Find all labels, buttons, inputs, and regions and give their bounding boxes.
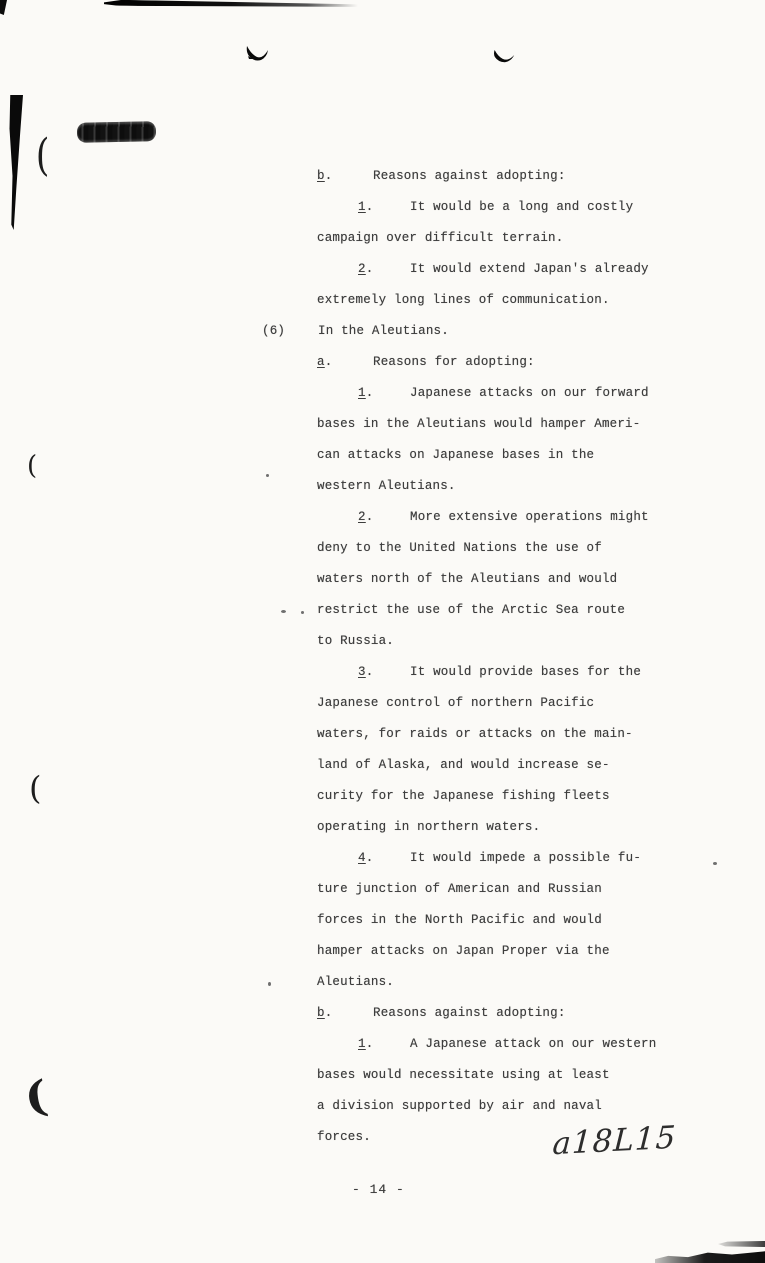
list-marker: 2. — [358, 262, 374, 276]
margin-paren-mark: ( — [20, 1070, 52, 1123]
line-text: operating in northern waters. — [317, 820, 541, 834]
line-text: It would extend Japan's already — [410, 262, 649, 276]
line-text: to Russia. — [317, 634, 395, 648]
document-line — [0, 509, 765, 540]
list-marker: 1. — [358, 386, 374, 400]
document-line — [0, 974, 765, 1005]
ink-blot-icon — [246, 45, 269, 61]
line-text: western Aleutians. — [317, 479, 456, 493]
document-line — [0, 912, 765, 943]
document-line — [0, 664, 765, 695]
list-marker: 3. — [358, 665, 374, 679]
bottom-edge-streak — [718, 1241, 765, 1247]
margin-paren-mark: ( — [29, 769, 42, 807]
margin-paren-mark: ( — [27, 451, 38, 481]
document-line — [0, 602, 765, 633]
line-text: extremely long lines of communication. — [317, 293, 610, 307]
document-line — [0, 261, 765, 292]
line-text: ture junction of American and Russian — [317, 882, 602, 896]
document-line — [0, 354, 765, 385]
torn-corner-mark — [0, 0, 7, 15]
document-line — [0, 230, 765, 261]
document-line — [0, 1067, 765, 1098]
line-text: Aleutians. — [317, 975, 395, 989]
line-text: A Japanese attack on our western — [410, 1037, 657, 1051]
handwritten-annotation: a18L15 — [551, 1119, 678, 1163]
line-text: Japanese attacks on our forward — [410, 386, 649, 400]
scanner-top-bar-artifact — [104, 0, 358, 8]
line-text: restrict the use of the Arctic Sea route — [317, 603, 626, 617]
line-text: Reasons against adopting: — [373, 169, 566, 183]
line-text: waters, for raids or attacks on the main- — [317, 727, 633, 741]
line-text: More extensive operations might — [410, 510, 649, 524]
list-marker: a. — [317, 355, 333, 369]
document-line — [0, 1036, 765, 1067]
document-line — [0, 695, 765, 726]
document-line — [0, 850, 765, 881]
document-line — [0, 292, 765, 323]
list-marker: b. — [317, 169, 333, 183]
document-line — [0, 881, 765, 912]
list-marker: 4. — [358, 851, 374, 865]
document-line — [0, 447, 765, 481]
document-line — [0, 323, 765, 354]
bottom-edge-smudge — [655, 1250, 765, 1263]
document-line — [0, 478, 765, 509]
line-text: bases in the Aleutians would hamper Ameri- — [317, 417, 641, 431]
line-text: It would be a long and costly — [410, 200, 634, 214]
line-text: Reasons for adopting: — [373, 355, 535, 369]
document-line — [0, 385, 765, 416]
line-text: In the Aleutians. — [318, 324, 449, 338]
document-line — [0, 819, 765, 850]
line-text: It would impede a possible fu- — [410, 851, 642, 865]
list-marker: (6) — [262, 324, 286, 338]
line-text: deny to the United Nations the use of — [317, 541, 602, 555]
document-body — [0, 168, 765, 1160]
line-text: can attacks on Japanese bases in the — [317, 448, 595, 462]
page-number: - 14 - — [352, 1182, 405, 1197]
list-marker: b. — [317, 1006, 333, 1020]
list-marker: 1. — [358, 1037, 374, 1051]
line-text: Japanese control of northern Pacific — [317, 696, 595, 710]
document-line — [0, 168, 765, 199]
ink-blot-icon — [493, 50, 515, 63]
line-text: land of Alaska, and would increase se- — [317, 758, 610, 772]
redaction-scribble-mark — [77, 121, 156, 143]
line-text: a division supported by air and naval — [317, 1099, 602, 1113]
line-text: Reasons against adopting: — [373, 1006, 566, 1020]
line-text: It would provide bases for the — [410, 665, 642, 679]
list-marker: 2. — [358, 510, 374, 524]
line-text: forces. — [317, 1130, 371, 1144]
margin-paren-mark: ( — [35, 130, 50, 181]
document-line — [0, 757, 765, 788]
document-line — [0, 633, 765, 664]
document-line — [0, 199, 765, 230]
document-line — [0, 416, 765, 447]
line-text: hamper attacks on Japan Proper via the — [317, 944, 610, 958]
list-marker: 1. — [358, 200, 374, 214]
line-text: campaign over difficult terrain. — [317, 231, 564, 245]
document-line — [0, 943, 765, 974]
line-text: bases would necessitate using at least — [317, 1068, 610, 1082]
document-line — [0, 726, 765, 757]
line-text: forces in the North Pacific and would — [317, 913, 602, 927]
document-line — [0, 540, 765, 571]
document-line — [0, 571, 765, 602]
document-line — [0, 1005, 765, 1036]
document-line — [0, 788, 765, 819]
line-text: waters north of the Aleutians and would — [317, 572, 618, 586]
line-text: curity for the Japanese fishing fleets — [317, 789, 610, 803]
